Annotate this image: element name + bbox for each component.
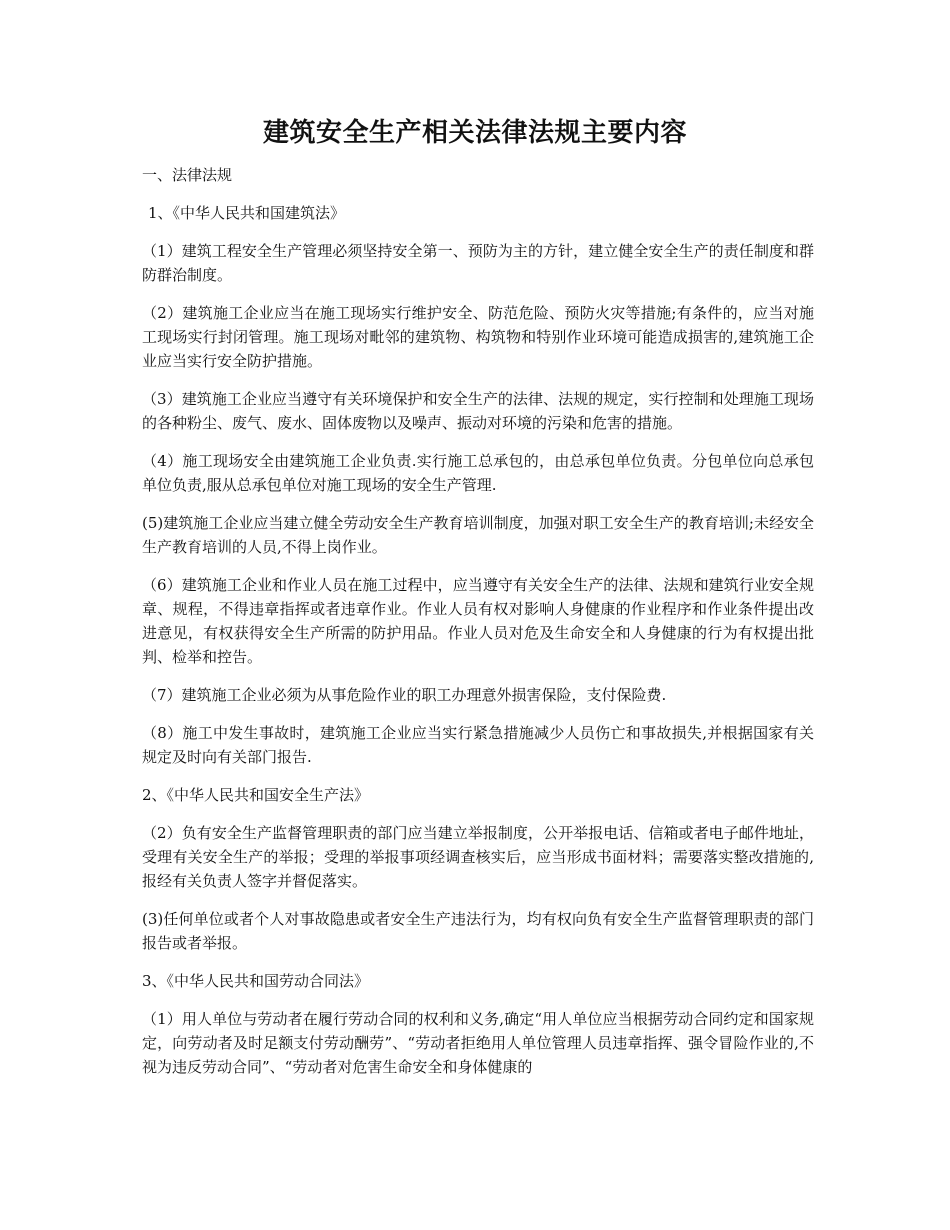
paragraph: （1）用人单位与劳动者在履行劳动合同的权利和义务,确定“用人单位应当根据劳动合同约定和国家规定，向劳动者及时足额支付劳动酬劳”、“劳动者拒绝用人单位管理人员违章指挥、强令冒险作业的,不视为违反劳动合同”、“劳动者对危害生命安全和身体健康的 bbox=[142, 1010, 814, 1076]
section-heading: 一、法律法规 bbox=[142, 166, 233, 184]
paragraph: (5)建筑施工企业应当建立健全劳动安全生产教育培训制度，加强对职工安全生产的教育培训;未经安全生产教育培训的人员,不得上岗作业。 bbox=[142, 514, 814, 556]
document-body bbox=[142, 163, 814, 1093]
paragraph: （2）建筑施工企业应当在施工现场实行维护安全、防范危险、预防火灾等措施;有条件的，应当对施工现场实行封闭管理。施工现场对毗邻的建筑物、构筑物和特别作业环境可能造成损害的,建筑施工企业应当实行安全防护措施。 bbox=[142, 304, 814, 370]
paragraph: （6）建筑施工企业和作业人员在施工过程中，应当遵守有关安全生产的法律、法规和建筑行业安全规章、规程，不得违章指挥或者违章作业。作业人员有权对影响人身健康的作业程序和作业条件提出改进意见，有权获得安全生产所需的防护用品。作业人员对危及生命安全和人身健康的行为有权提出批判、检举和控告。 bbox=[142, 576, 814, 666]
law-heading: 2、《中华人民共和国安全生产法》 bbox=[142, 786, 370, 804]
paragraph: （3）建筑施工企业应当遵守有关环境保护和安全生产的法律、法规的规定，实行控制和处理施工现场的各种粉尘、废气、废水、固体废物以及噪声、振动对环境的污染和危害的措施。 bbox=[142, 390, 814, 432]
paragraph: （4）施工现场安全由建筑施工企业负责.实行施工总承包的，由总承包单位负责。分包单位向总承包单位负责,服从总承包单位对施工现场的安全生产管理. bbox=[142, 452, 814, 494]
paragraph: （2）负有安全生产监督管理职责的部门应当建立举报制度，公开举报电话、信箱或者电子邮件地址，受理有关安全生产的举报；受理的举报事项经调查核实后，应当形成书面材料；需要落实整改措施的,报经有关负责人签字并督促落实。 bbox=[142, 824, 814, 890]
law-heading: 1、《中华人民共和国建筑法》 bbox=[148, 204, 346, 222]
document-title: 建筑安全生产相关法律法规主要内容 bbox=[262, 118, 687, 148]
paragraph: （8）施工中发生事故时，建筑施工企业应当实行紧急措施减少人员伤亡和事故损失,并根据国家有关规定及时向有关部门报告. bbox=[142, 724, 814, 766]
paragraph: (3)任何单位或者个人对事故隐患或者安全生产违法行为，均有权向负有安全生产监督管理职责的部门报告或者举报。 bbox=[142, 910, 814, 952]
paragraph: （1）建筑工程安全生产管理必须坚持安全第一、预防为主的方针，建立健全安全生产的责任制度和群防群治制度。 bbox=[142, 242, 814, 284]
paragraph: （7）建筑施工企业必须为从事危险作业的职工办理意外损害保险，支付保险费. bbox=[142, 686, 667, 704]
law-heading: 3、《中华人民共和国劳动合同法》 bbox=[142, 972, 370, 990]
